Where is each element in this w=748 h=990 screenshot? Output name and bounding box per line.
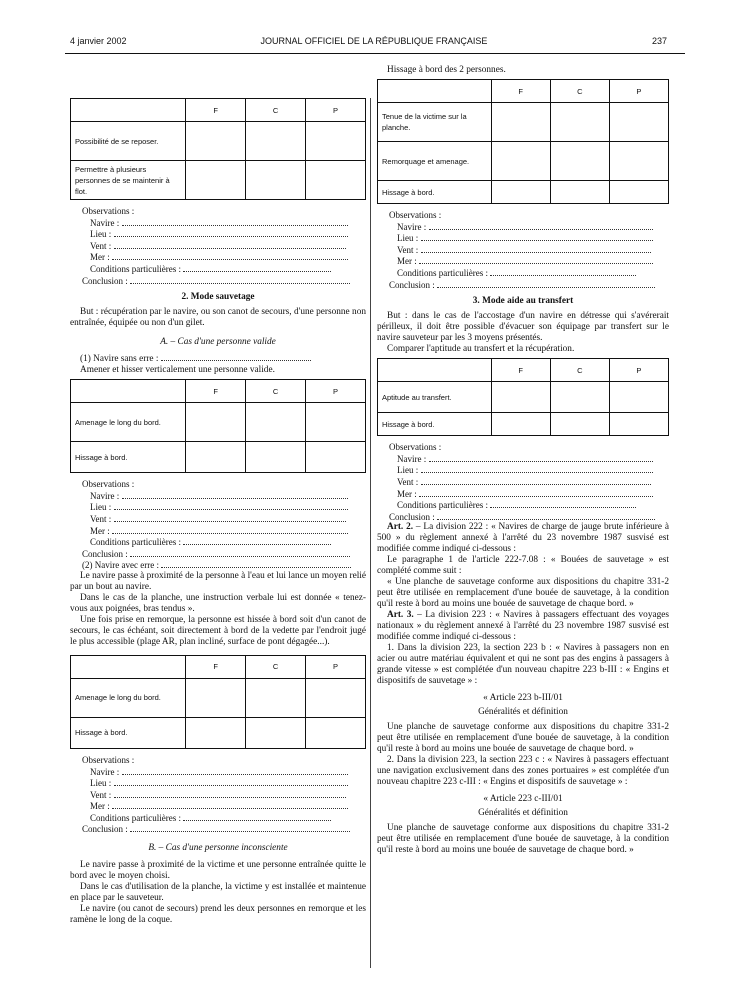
header-date: 4 janvier 2002 xyxy=(70,36,127,46)
right-column xyxy=(377,65,669,856)
paragraph: Dans le cas de la planche, une instruction verbale lui est donnée « tenez-vous aux poignées, bras tendus ». xyxy=(70,592,366,614)
left-column: F C P Possibilité de se reposer. Permettre à plusieurs personnes de se maintenir à flot. Observations : Navire : Lieu : Vent : Mer : Conditions particulières : Conclusion : 2. Mode sauvetage But : récupération par le navire, ou son canot de secours, d'une personne non entraînée, équipée ou non d'un gilet. A. – Cas d'une personne valide (1) Navire sans erre : Amener et hisser verticalement une personne valide. F C P Amenage le long du bord. Hissage à bord. Observations : Navire : Lieu : Vent : Mer : Conditions particulières : Conclusion : (2) Navire avec erre : Le navire passe à proximité de la personne à l'eau et lui lance un moyen relié par un bout au navire. Dans le cas de la planche, une instruction verbale lui est donnée « tenez-vous aux poignées, bras tendus ». Une fois prise en remorque, la personne est hissée à bord soit d'un canot de secours, le cas échéant, soit directement à bord de la vedette par l'endroit jugé le plus accessible (plage AR, plan incliné, surface de pont dégagée...). F C P Amenage le long du bord. Hissage à bord. Observations : Navire : Lieu : Vent : Mer : Conditions particulières : Conclusion : B. – Cas d'une personne inconsciente Le navire passe à proximité de la victime et une personne entraînée quitte le bord avec le moyen choisi. Dans le cas d'utilisation de la planche, la victime y est installée et maintenue en place par le sauveteur. Le navire (ou canot de secours) prend les deux personnes en remorque et les ramène le long de la coque. xyxy=(70,65,366,926)
paragraph: Le navire (ou canot de secours) prend les deux personnes en remorque et les ramène le long de la coque. xyxy=(70,904,366,926)
row-label: Hissage à bord. xyxy=(71,717,186,748)
article-2: Art. 2. – La division 222 : « Navires de charge de jauge brute inférieure à 500 » du règlement annexé à l'arrêté du 23 novembre 1987 susvisé est modifiée comme indiqué ci-dessous : xyxy=(377,522,669,555)
article-heading: « Article 223 b-III/01 xyxy=(483,693,563,704)
evaluation-table-2: F C P Amenage le long du bord. Hissage à bord. xyxy=(70,379,366,473)
row-label: Aptitude au transfert. xyxy=(378,382,492,413)
observations-block: Observations : Navire : Lieu : Vent : Mer : Conditions particulières : Conclusion : xyxy=(70,755,366,835)
observations-block: Observations : Navire : Lieu : Vent : Mer : Conditions particulières : Conclusion : xyxy=(377,210,669,290)
article-3: Art. 3. – La division 223 : « Navires à passagers effectuant des voyages nationaux » du règlement annexé à l'arrêté du 23 novembre 1987 susvisé est modifiée comme indiqué ci-dessous : xyxy=(377,610,669,643)
row-label: Amenage le long du bord. xyxy=(71,678,186,717)
paragraph: Une fois prise en remorque, la personne est hissée à bord soit d'un canot de secours, le cas échéant, soit directement à bord de la vedette par l'endroit jugé le plus accessible (plage AR, plan incliné, surface de pont dégagée...). xyxy=(70,614,366,647)
paragraph: But : récupération par le navire, ou son canot de secours, d'une personne non entraînée, équipée ou non d'un gilet. xyxy=(70,307,366,329)
paragraph: Le navire passe à proximité de la victime et une personne entraînée quitte le bord avec le moyen choisi. xyxy=(70,860,366,882)
header-rule xyxy=(65,53,685,54)
paragraph: But : dans le cas de l'accostage d'un navire en détresse qui s'avérerait périlleux, il doit être possible d'évacuer son équipage par transfert sur le navire sauveteur par les 3 moyens présentés. xyxy=(377,311,669,344)
paragraph: Une planche de sauvetage conforme aux dispositions du chapitre 331-2 peut être utilisée en remplacement d'une bouée de sauvetage, à la condition qu'il reste à bord au moins une bouée de sauvetage de chaque bord. » xyxy=(377,823,669,856)
paragraph: Une planche de sauvetage conforme aux dispositions du chapitre 331-2 peut être utilisée en remplacement d'une bouée de sauvetage, à la condition qu'il reste à bord au moins une bouée de sauvetage de chaque bord. » xyxy=(377,722,669,755)
quote: « Une planche de sauvetage conforme aux dispositions du chapitre 331-2 peut être utilisée en remplacement d'une bouée de sauvetage, à la condition qu'il reste à bord au moins une bouée de sauvetage de chaque bord. » xyxy=(377,577,669,610)
observations-block: Observations : Navire : Lieu : Vent : Mer : Conditions particulières : Conclusion : xyxy=(70,206,366,286)
page-header xyxy=(0,36,748,50)
header-journal-title: JOURNAL OFFICIEL DE LA RÉPUBLIQUE FRANÇAISE xyxy=(260,36,488,46)
paragraph: 2. Dans la division 223, la section 223 c : « Navires à passagers effectuant une navigation exclusivement dans des zones portuaires » est complétée d'un nouveau chapitre 223 c-III : « Engins et dispositifs de sauvetage » : xyxy=(377,755,669,788)
row-label: Tenue de la victime sur la planche. xyxy=(378,103,492,142)
article-subheading: Généralités et définition xyxy=(478,808,568,819)
row-label: Amenage le long du bord. xyxy=(71,403,186,442)
subsection-title: A. – Cas d'une personne valide xyxy=(160,337,276,348)
evaluation-table-1: F C P Possibilité de se reposer. Permettre à plusieurs personnes de se maintenir à flot. xyxy=(70,98,366,200)
header-page-number: 237 xyxy=(652,36,668,46)
paragraph: Comparer l'aptitude au transfert et la récupération. xyxy=(387,344,575,355)
evaluation-table-5: F C P Aptitude au transfert. Hissage à bord. xyxy=(377,358,669,436)
paragraph: Amener et hisser verticalement une personne valide. xyxy=(80,365,275,376)
section-title: 2. Mode sauvetage xyxy=(181,292,255,303)
row-label: Remorquage et amenage. xyxy=(378,142,492,181)
paragraph: 1. Dans la division 223, la section 223 b : « Navires à passagers non en acier ou autre matériau équivalent et qui ne sont pas des engins à passagers à grande vitesse » est complétée d'un nouveau chapitre 223 b-III : « Engins et dispositifs de sauvetage » : xyxy=(377,643,669,687)
article-heading: « Article 223 c-III/01 xyxy=(483,794,563,805)
paragraph: Hissage à bord des 2 personnes. xyxy=(387,65,506,75)
article-subheading: Généralités et définition xyxy=(478,707,568,718)
observations-block: Observations : Navire : Lieu : Vent : Mer : Conditions particulières : Conclusion : (2) Navire avec erre : xyxy=(70,479,366,571)
paragraph: Dans le cas d'utilisation de la planche, la victime y est installée et maintenue en place par le sauveteur. xyxy=(70,882,366,904)
evaluation-table-3: F C P Amenage le long du bord. Hissage à bord. xyxy=(70,655,366,749)
observations-block: Observations : Navire : Lieu : Vent : Mer : Conditions particulières : Conclusion : xyxy=(377,442,669,522)
subsection-title: B. – Cas d'une personne inconsciente xyxy=(148,843,288,854)
evaluation-table-4: F C P Tenue de la victime sur la planche. Remorquage et amenage. Hissage à bord. xyxy=(377,79,669,204)
row-label: Possibilité de se reposer. xyxy=(71,122,186,161)
paragraph: Le navire passe à proximité de la personne à l'eau et lui lance un moyen relié par un bout au navire. xyxy=(70,570,366,592)
paragraph: Le paragraphe 1 de l'article 222-7.08 : « Bouées de sauvetage » est complété comme suit : xyxy=(377,555,669,577)
section-title: 3. Mode aide au transfert xyxy=(472,296,574,307)
column-separator xyxy=(370,98,371,968)
row-label: Hissage à bord. xyxy=(71,442,186,473)
row-label: Hissage à bord. xyxy=(378,413,492,436)
row-label: Permettre à plusieurs personnes de se maintenir à flot. xyxy=(71,161,186,200)
row-label: Hissage à bord. xyxy=(378,181,492,204)
